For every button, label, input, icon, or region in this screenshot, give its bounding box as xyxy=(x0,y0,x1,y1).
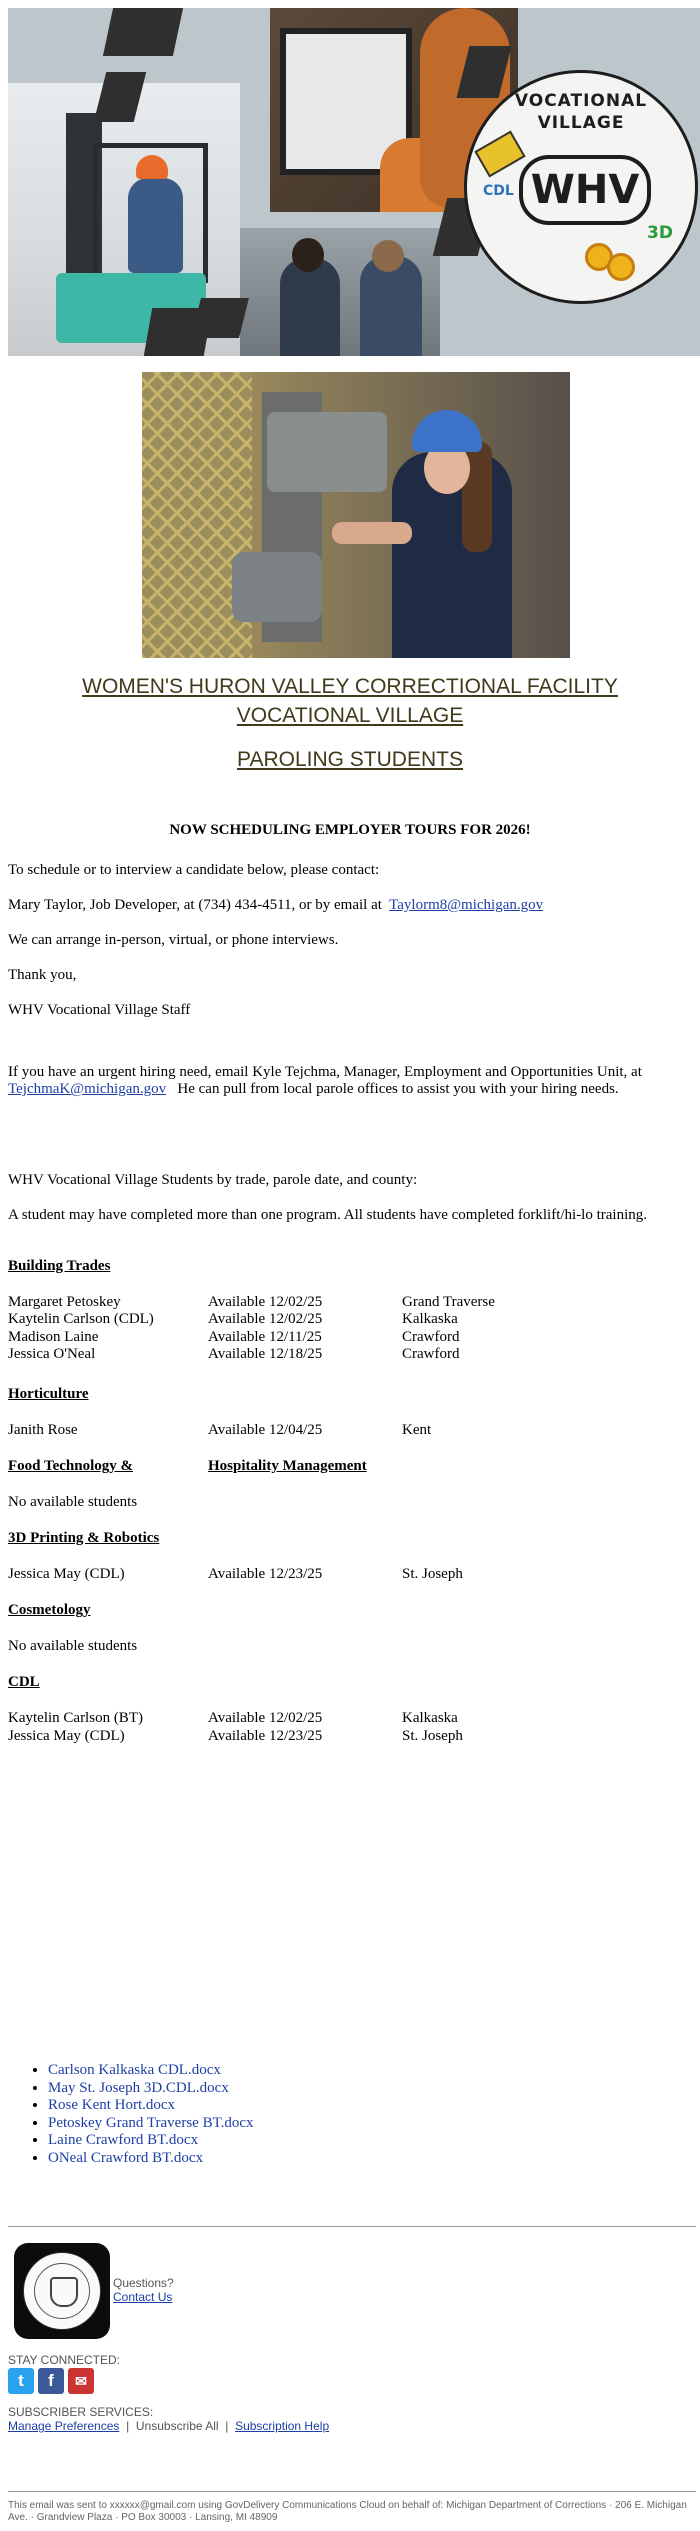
footer-text: This email was sent to xxxxxx@gmail.com using GovDelivery Communications Cloud on behalf of: Michigan Department of Corrections · 206 E. Michigan Ave. · Grandview Plaza · PO Box 30003 · Lansing, MI 48909 xyxy=(8,2500,687,2523)
student-available: Available 12/23/25 xyxy=(208,1728,323,1744)
page-title: WOMEN'S HURON VALLEY CORRECTIONAL FACILITY VOCATIONAL VILLAGE xyxy=(82,675,618,727)
section-heading-building-trades: Building Trades xyxy=(8,1258,111,1274)
kyle-email-link[interactable]: TejchmaK@michigan.gov xyxy=(8,1081,167,1097)
student-name: Margaret Petoskey xyxy=(8,1294,121,1310)
urgent-tail-text: He can pull from local parole offices to assist you with your hiring needs. xyxy=(177,1081,619,1097)
stay-connected-label: STAY CONNECTED: xyxy=(8,2353,121,2367)
student-name: Jessica May (CDL) xyxy=(8,1566,125,1582)
urgent-text: If you have an urgent hiring need, email Kyle Tejchma, Manager, Employment and Opportunities Unit, at xyxy=(8,1064,642,1080)
vocational-village-logo xyxy=(464,70,698,304)
page-subtitle: PAROLING STUDENTS xyxy=(237,748,463,771)
student-available: Available 12/18/25 xyxy=(208,1346,323,1362)
attachment-link[interactable]: Carlson Kalkaska CDL.docx xyxy=(48,2062,221,2078)
mary-contact-text: Mary Taylor, Job Developer, at (734) 434-4511, or by email at xyxy=(8,897,382,913)
facebook-icon[interactable]: f xyxy=(38,2368,64,2394)
email-icon[interactable]: ✉ xyxy=(68,2368,94,2394)
student-available: Available 12/23/25 xyxy=(208,1566,323,1582)
students-note: A student may have completed more than one program. All students have completed forklift/hi-lo training. xyxy=(8,1207,648,1223)
logo-text-village: VILLAGE xyxy=(537,113,625,133)
student-name: Jessica May (CDL) xyxy=(8,1728,125,1744)
students-intro: WHV Vocational Village Students by trade, parole date, and county: xyxy=(8,1172,418,1188)
attachment-link[interactable]: May St. Joseph 3D.CDL.docx xyxy=(48,2079,229,2096)
student-county: St. Joseph xyxy=(402,1728,463,1744)
list-item xyxy=(48,2080,254,2098)
student-name: Kaytelin Carlson (CDL) xyxy=(8,1311,154,1327)
list-item xyxy=(48,2062,254,2080)
attachment-link[interactable]: Petoskey Grand Traverse BT.docx xyxy=(48,2114,254,2131)
staff-signature: WHV Vocational Village Staff xyxy=(8,1002,191,1018)
section-heading-hospitality: Hospitality Management xyxy=(208,1458,367,1474)
arrange-text: We can arrange in-person, virtual, or phone interviews. xyxy=(8,932,339,948)
subscriber-links xyxy=(8,2419,329,2433)
drill-press-photo xyxy=(142,372,570,658)
logo-text-cdl: CDL xyxy=(483,183,514,199)
ruler-icon xyxy=(474,131,525,178)
manage-preferences-link[interactable]: Manage Preferences xyxy=(8,2419,120,2433)
separator: | xyxy=(225,2419,229,2433)
student-county: Kent xyxy=(402,1422,432,1438)
section-heading-horticulture: Horticulture xyxy=(8,1386,89,1402)
separator: | xyxy=(126,2419,130,2433)
logo-text-vocational: VOCATIONAL xyxy=(514,91,648,111)
divider xyxy=(8,2226,696,2227)
student-name: Jessica O'Neal xyxy=(8,1346,96,1362)
student-available: Available 12/04/25 xyxy=(208,1422,323,1438)
list-item xyxy=(48,2150,254,2168)
thanks-text: Thank you, xyxy=(8,967,77,983)
attachment-link[interactable]: Laine Crawford BT.docx xyxy=(48,2132,199,2148)
no-students-text: No available students xyxy=(8,1638,138,1654)
welding-students-photo xyxy=(240,228,440,356)
contact-us-link[interactable]: Contact Us xyxy=(113,2290,173,2304)
student-county: Crawford xyxy=(402,1329,460,1345)
mary-contact-paragraph xyxy=(8,897,696,914)
schedule-text: To schedule or to interview a candidate below, please contact: xyxy=(8,862,380,878)
subscription-help-link[interactable]: Subscription Help xyxy=(235,2419,330,2433)
student-name: Kaytelin Carlson (BT) xyxy=(8,1710,143,1726)
section-heading-food-technology: Food Technology & xyxy=(8,1458,134,1474)
attachment-link[interactable]: Rose Kent Hort.docx xyxy=(48,2097,176,2113)
student-county: Kalkaska xyxy=(402,1311,458,1327)
section-heading-3d-printing: 3D Printing & Robotics xyxy=(8,1530,160,1546)
student-name: Janith Rose xyxy=(8,1422,78,1438)
twitter-icon[interactable]: t xyxy=(8,2368,34,2394)
header-banner-image xyxy=(8,8,700,356)
logo-text-3d: 3D xyxy=(647,223,673,243)
list-item xyxy=(48,2132,254,2150)
list-item xyxy=(48,2097,254,2115)
student-county: Grand Traverse xyxy=(402,1294,495,1310)
questions-label: Questions? xyxy=(113,2276,174,2290)
subscriber-services-label: SUBSCRIBER SERVICES: xyxy=(8,2405,154,2419)
student-county: St. Joseph xyxy=(402,1566,463,1582)
mary-email-link[interactable]: Taylorm8@michigan.gov xyxy=(389,897,544,913)
attachment-link[interactable]: ONeal Crawford BT.docx xyxy=(48,2149,204,2166)
student-available: Available 12/02/25 xyxy=(208,1311,323,1327)
divider xyxy=(8,2491,696,2492)
student-available: Available 12/02/25 xyxy=(208,1710,323,1726)
logo-text-whv: WHV xyxy=(519,155,651,225)
tours-heading: NOW SCHEDULING EMPLOYER TOURS FOR 2026! xyxy=(169,822,531,838)
section-heading-cosmetology: Cosmetology xyxy=(8,1602,91,1618)
student-available: Available 12/02/25 xyxy=(208,1294,323,1310)
student-county: Kalkaska xyxy=(402,1710,458,1726)
unsubscribe-all-link[interactable]: Unsubscribe All xyxy=(135,2419,219,2433)
section-heading-cdl: CDL xyxy=(8,1674,40,1690)
list-item xyxy=(48,2115,254,2133)
student-name: Madison Laine xyxy=(8,1329,99,1345)
student-county: Crawford xyxy=(402,1346,460,1362)
no-students-text: No available students xyxy=(8,1494,138,1510)
michigan-seal-icon xyxy=(14,2243,110,2339)
urgent-hiring-paragraph xyxy=(8,1064,696,1098)
attachment-list xyxy=(28,2062,254,2167)
student-available: Available 12/11/25 xyxy=(208,1329,322,1345)
sunflower-icon xyxy=(607,253,635,281)
